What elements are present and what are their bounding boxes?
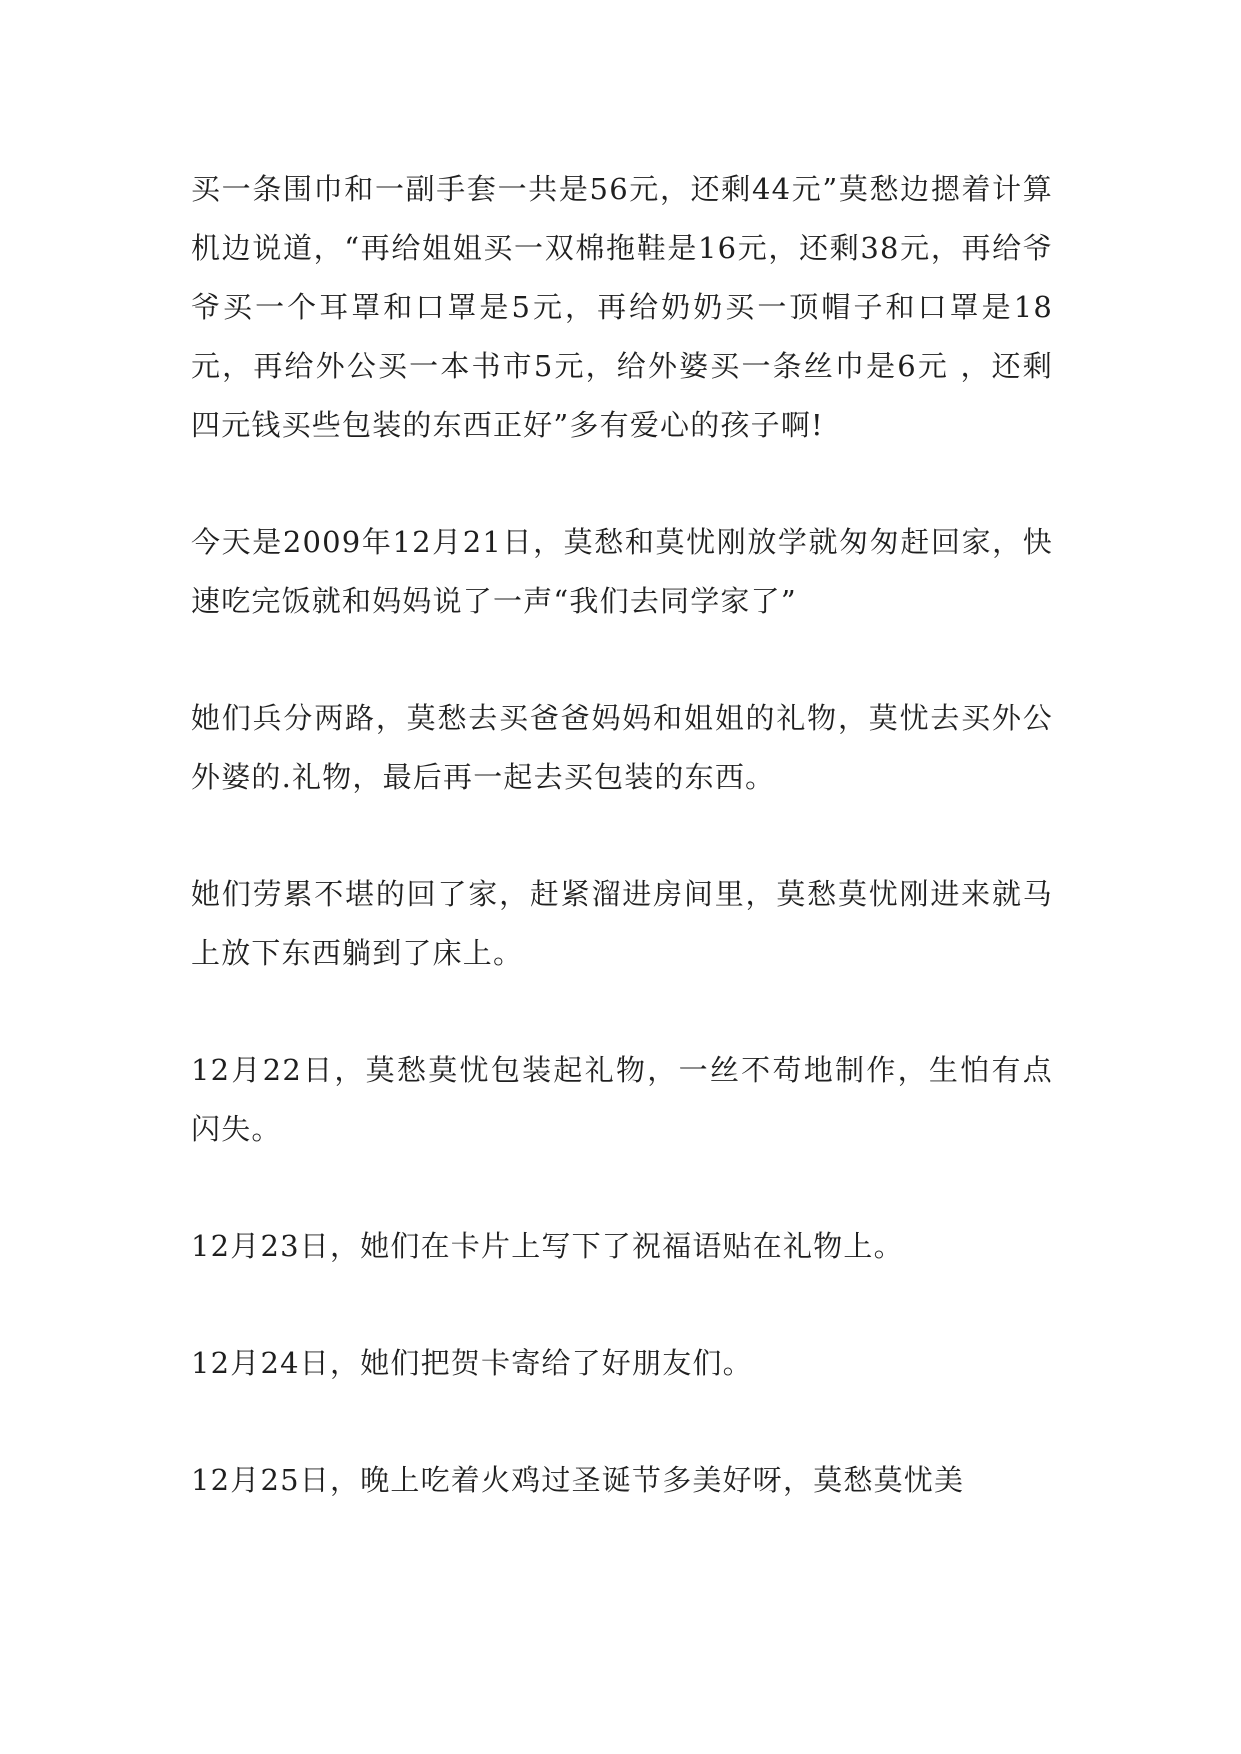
paragraph-dec-25: 12月25日，晚上吃着火鸡过圣诞节多美好呀，莫愁莫忧美 <box>191 1463 965 1497</box>
paragraph-dec-22: 12月22日，莫愁莫忧包装起礼物，一丝不苟地制作，生怕有点闪失。 <box>191 1053 1053 1146</box>
paragraph-dec-21: 今天是2009年12月21日，莫愁和莫忧刚放学就匆匆赶回家，快速吃完饭就和妈妈说了一声“我们去同学家了” <box>191 525 1053 618</box>
paragraph-split-up: 她们兵分两路，莫愁去买爸爸妈妈和姐姐的礼物，莫忧去买外公外婆的.礼物，最后再一起去买包装的东西。 <box>191 701 1053 794</box>
paragraph-dec-24: 12月24日，她们把贺卡寄给了好朋友们。 <box>191 1346 753 1380</box>
paragraph-return-home: 她们劳累不堪的回了家，赶紧溜进房间里，莫愁莫忧刚进来就马上放下东西躺到了床上。 <box>191 877 1053 970</box>
paragraph-shopping-list: 买一条围巾和一副手套一共是56元，还剩44元”莫愁边摁着计算机边说道，“再给姐姐买一双棉拖鞋是16元，还剩38元，再给爷爷买一个耳罩和口罩是5元，再给奶奶买一顶帽子和口罩是18元，再给外公买一本书市5元，给外婆买一条丝巾是6元 ，还剩四元钱买些包装的东西正好”多有爱心的孩子啊! <box>191 172 1053 442</box>
paragraph-dec-23: 12月23日，她们在卡片上写下了祝福语贴在礼物上。 <box>191 1229 904 1263</box>
document-body <box>191 160 1053 1510</box>
